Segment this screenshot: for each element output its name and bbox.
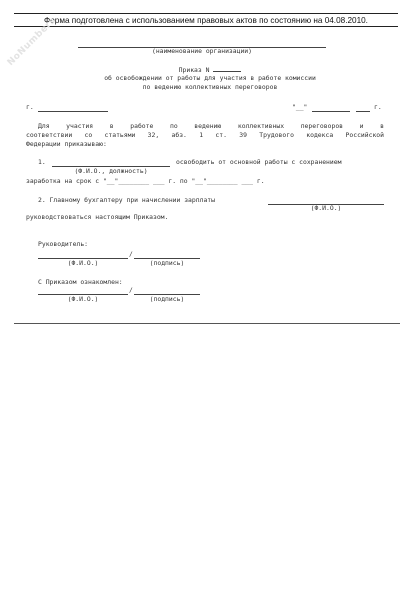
ack-sign-caption: (подпись) <box>149 295 185 303</box>
item2-line2: руководствоваться настоящим Приказом. <box>26 213 169 221</box>
head-slash: / <box>129 250 133 258</box>
item1-line2: заработка на срок с "__"________ ___ г. по "__"________ ___ г. <box>26 177 265 185</box>
item1-caption: (Ф.И.О., должность) <box>74 167 148 175</box>
para1-line1: Для участия в работе по ведению коллективных переговоров и в <box>38 122 384 130</box>
order-number-line <box>213 65 241 72</box>
date-open: "__" <box>292 103 308 111</box>
item2-caption: (Ф.И.О.) <box>310 204 342 212</box>
item1-number: 1. <box>38 158 46 166</box>
head-sign-caption: (подпись) <box>149 259 185 267</box>
ack-fio-caption: (Ф.И.О.) <box>67 295 99 303</box>
watermark: NoNumbers <box>5 15 58 68</box>
date-year-line <box>356 111 370 112</box>
item1-text: освободить от основной работы с сохранением <box>176 158 342 166</box>
order-subtitle-2: по ведению коллективных переговоров <box>142 83 278 91</box>
para1-line3: Федерации приказываю: <box>26 140 107 148</box>
head-fio-caption: (Ф.И.О.) <box>67 259 99 267</box>
city-line <box>38 111 108 112</box>
date-month-line <box>312 111 350 112</box>
bottom-rule <box>14 323 400 324</box>
ack-label: С Приказом ознакомлен: <box>38 278 123 286</box>
order-title-text: Приказ N <box>178 66 210 74</box>
form-header: Форма подготовлена с использованием правовых актов по состоянию на 04.08.2010. <box>14 13 398 27</box>
para1-line2: соответствии со статьями 32, абз. 1 ст. 39 Трудового кодекса Российской <box>26 131 384 139</box>
head-label: Руководитель: <box>38 240 89 248</box>
order-subtitle-1: об освобождении от работы для участия в работе комиссии <box>104 74 316 82</box>
ack-slash: / <box>129 286 133 294</box>
org-name-caption: (наименование организации) <box>151 47 253 55</box>
year-suffix: г. <box>374 103 382 111</box>
city-prefix: г. <box>26 103 34 111</box>
item2-text: 2. Главному бухгалтеру при начислении зарплаты <box>38 196 215 204</box>
